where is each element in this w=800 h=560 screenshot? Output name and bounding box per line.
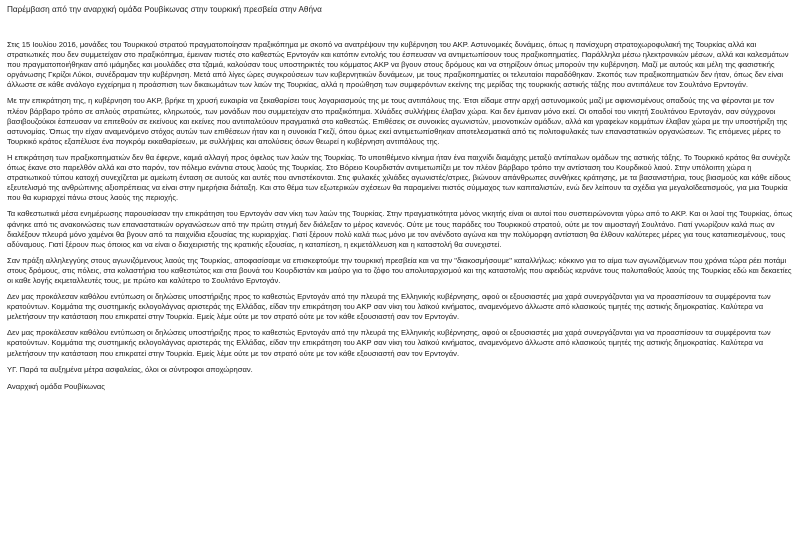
article-paragraph: Δεν μας προκάλεσαν καθόλου εντύπωση οι δηλώσεις υποστήριξης προς το καθεστώς Ερντογάν από την πλευρά της Ελληνικής κυβέρνησης, αφού οι εξουσιαστές μια χαρά συνεργάζονται για να προασπίσουν τα συμφέροντα των κρατούντων. Κομμάτια της συστημικής εκλογολάγνας αριστεράς της Ελλάδας, είδαν την επικράτηση του ΑΚΡ σαν νίκη του λαϊκού κινήματος, αναμενόμενο άλλωστε από κλασικούς τιμητές της αστικής δημοκρατίας. Καλύτερα να μελετήσουν την κατάσταση που επικρατεί στην Τουρκία. Εμείς λέμε ούτε με τον στρατό ούτε με τον κάθε εξουσιαστή σαν τον Ερντογάν. — [7, 292, 771, 322]
postscript: ΥΓ. Παρά τα αυξημένα μέτρα ασφαλείας, όλοι οι σύντροφοι αποχώρησαν. — [7, 364, 253, 374]
article-paragraph: Τα καθεστωτικά μέσα ενημέρωσης παρουσίασαν την επικράτηση του Ερντογάν σαν νίκη των λαών της Τουρκίας. Στην πραγματικότητα μόνος νικητής είναι οι αυτοί που συσπειρώνονται γύρω από το ΑΚΡ. Και οι λαοί της Τουρκίας, όπως φάνηκε από τις ανακοινώσεις των επαναστατικών οργανώσεων από την πρώτη στιγμή δεν διάλεξαν το μέρος κανενός. Ούτε με τους παράδες του Τουρκικού στρατού, ούτε με τον αιμοσταγή Σουλτάνο. Γιατί γνωρίζουν καλά πως αν διαλέξουν πλευρά μόνο χαμένοι θα βγουν από τα παιχνίδια εξουσίας της κυριαρχίας. Γιατί ξέρουν πολύ καλά πως μόνο με τον ανένδοτο αγώνα και την πολύμορφη αντίσταση θα έλθουν καλύτερες μέρες για τους καταπιεσμένους, τους αδύναμους. Γιατί ξέρουν πως όποιος και να είναι ο διαχειριστής της κρατικής εξουσίας, η καταπίεση, η εκμετάλλευση και η καταστολή θα συνεχιστεί. — [7, 209, 793, 249]
signature: Αναρχική ομάδα Ρουβίκωνας — [7, 381, 105, 391]
article-paragraph: Σαν πράξη αλληλεγγύης στους αγωνιζόμενους λαούς της Τουρκίας, αποφασίσαμε να επισκεφτούμε την τουρκική πρεσβεία και να την "διακοσμήσουμε" καταλλήλως: κόκκινο για το αίμα των αγωνιζόμενων που χρόνια τώρα ρέει ποτάμι στους δρόμους, στις πόλεις, στα κολαστήρια του καθεστώτος και στα βουνά του Κουρδιστάν και μαύρο για το ζόφο του απολυταρχισμού και της καταστολής που αφειδώς κερνάνε τους πολυπαθούς λαούς της Τουρκίας εδώ και δεκαετίες οι καθε λογής εκμεταλλευτές τους, με πρώτο και καλύτερο το Σουλτάνο Ερντογάν. — [7, 255, 792, 285]
article-paragraph: Με την επικράτηση της, η κυβέρνηση του ΑΚΡ, βρήκε τη χρυσή ευκαιρία να ξεκαθαρίσει τους λογαριασμούς της με τους αντιπάλους της. Έτσι είδαμε στην αρχή αστυνομικούς μαζί με αφιονισμένους οπαδούς της να φέρονται με τον πλέον βάρβαρο τρόπο σε απλούς στρατιώτες, κληρωτούς, των μονάδων που συμμετείχαν στο πραξικόπημα. Χιλιάδες συλλήψεις έλαβαν χώρα. Και δεν έμειναν μόνο εκεί. Οι οπαδοί του νικητή Σουλτάνου Ερντογάν, σαν σύγχρονοι βασιβουζούκοι έσπευσαν να επιτεθούν σε εκείνους και εκείνες που αντιπαλεύουν πραγματικά στο καθεστώς. Επιθέσεις σε συνοικίες αγωνιστών, μειονοτικών ομάδων, αλλά και γραφείων κομμάτων έλαβαν χώρα με την υποστήριξη της αστυνομίας. Όπως την είχαν αναμενόμενο στόχος αυτών των επιθέσεων ήταν και η συνοικία Γκεζί, όπου όμως εκεί αντιμετωπίσθηκαν αποτελεσματικά από τις πολιτοφυλακές των επαναστατικών οργανώσεων. Τις επόμενες μέρες το Τουρκικό κράτος εξαπέλυσε ένα πογκρόμ εκκαθαρίσεων, με συλλήψεις και απολύσεις όσων θεωρεί η κυβέρνηση αντιπάλους της. — [7, 96, 788, 146]
article-paragraph: Στις 15 Ιουλίου 2016, μονάδες του Τουρκικού στρατού πραγματοποίησαν πραξικόπημα με σκοπό να ανατρέψουν την κυβέρνηση του ΑΚΡ. Αστυνομικές δυνάμεις, όπως η πανίσχυρη στρατοχωροφυλακή της Τουρκίας αλλά και στρατιωτικές που δεν συμμετείχαν στο πραξικόπημα, έμειναν πιστές στο καθεστώς Ερντογάν και κατόπιν εντολής του έσπευσαν να αντιμετωπίσουν τους πραξικοπηματίες. Παράλληλα μέσω ηλεκτρονικών μέσων, αλλά και καλεσμάτων που πραγματοποιήθηκαν από ιμάμηδες και μουλάδες στα τζαμιά, καλούσαν τους υποστηρικτές του κόμματος ΑΚΡ να βγουν στους δρόμους και να στηρίξουν όπως μπορούν την κυβέρνηση. Μαζί με αυτούς και μέλη της φασιστικής οργάνωσης Γκρίζοι Λύκοι, συνέδραμαν την κυβέρνηση. Μετά από λίγες ώρες συγκρούσεων των κυβερνητικών δυνάμεων, με τους πραξικοπηματίες οι τελευταίοι παραδόθηκαν. Σκοπός των πραξικοπηματιών δεν ήταν, όπως δεν είναι άλλωστε σε κάθε ανάλογο εγχείρημα η προάσπιση των δικαιωμάτων των λαών της Τουρκίας, αλλά η προώθηση των συμφερόντων εκείνης της μερίδας της τουρκικής αστικής τάξης που αντιπάλευε τον Σουλτάνο Ερντογάν. — [7, 40, 789, 90]
article-paragraph: Η επικράτηση των πραξικοπηματιών δεν θα έφερνε, καμιά αλλαγή προς όφελος των λαών της Τουρκίας. Το υποτιθέμενο κίνημα ήταν ένα παιχνίδι διαμάχης μεταξύ αντίπαλων ομάδων της αστικής τάξης. Το Τουρκικό κράτος θα συνέχιζε όπως έκανε στο παρελθόν αλλά και στο παρόν, τον πόλεμο ενάντια στους λαούς της Τουρκίας. Στο Βόρειο Κουρδιστάν αντιμετωπίζει με τον πλέον βάρβαρο τρόπο την αντίσταση του Κουρδικού λαού. Στην υπόλοιπη χώρα η στρατιωτικού τύπου κατοχή συνεχίζεται με αμείωτη ένταση σε αυτούς και αυτές που αντιστέκονται. Στις φυλακές χιλιάδες αγωνιστές/στριες, βιώνουν απάνθρωπες συνθήκες κράτησης, με τα βασανιστήρια, τους βιασμούς και κάθε είδους εξευτελισμό της ανθρώπινης αξιοπρέπειας να είναι στην ημερήσια διάταξη. Και στο θέμα των εξωτερικών σχέσεων θα παραμείνει πιστός σύμμαχος των καπιταλιστών, ενώ δεν λείπουν τα σχέδια για μεγαλοϊδεατισμούς, για μια Τουρκία που θα κυριαρχεί πάνω στους λαούς της περιοχής. — [7, 152, 791, 203]
page-title: Παρέμβαση από την αναρχική ομάδα Ρουβίκωνας στην τουρκική πρεσβεία στην Αθήνα — [7, 5, 322, 14]
article-paragraph: Δεν μας προκάλεσαν καθόλου εντύπωση οι δηλώσεις υποστήριξης προς το καθεστώς Ερντογάν από την πλευρά της Ελληνικής κυβέρνησης, αφού οι εξουσιαστές μια χαρά συνεργάζονται για να προασπίσουν τα συμφέροντα των κρατούντων. Κομμάτια της συστημικής εκλογολάγνας αριστεράς της Ελλάδας, είδαν την επικράτηση του ΑΚΡ σαν νίκη του λαϊκού κινήματος, αναμενόμενο άλλωστε από κλασικούς τιμητές της αστικής δημοκρατίας. Καλύτερα να μελετήσουν την κατάσταση που επικρατεί στην Τουρκία. Εμείς λέμε ούτε με τον στρατό ούτε με τον κάθε εξουσιαστή σαν τον Ερντογάν. — [7, 328, 771, 358]
article-body — [7, 40, 795, 399]
